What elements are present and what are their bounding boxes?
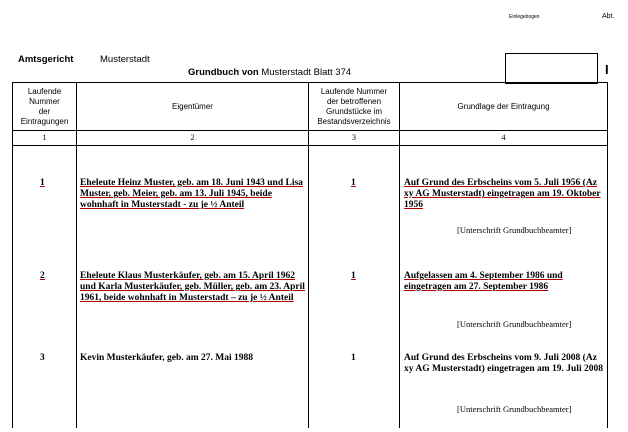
register-title (188, 67, 351, 78)
col-number-2: 2 (190, 133, 195, 142)
entry-3-signature: [Unterschrift Grundbuchbeamter] (457, 404, 572, 414)
sheet-number-box (505, 53, 598, 84)
number-row-divider (12, 145, 608, 146)
entry-1-signature: [Unterschrift Grundbuchbeamter] (457, 225, 572, 235)
register-title-place: Musterstadt (261, 67, 311, 78)
entry-3-plot: 1 (351, 353, 356, 363)
col-header-basis: Grundlage der Eintragung (457, 101, 550, 111)
col-number-1: 1 (42, 133, 47, 142)
entry-2-number: 2 (40, 271, 45, 281)
entry-1-plot: 1 (351, 178, 356, 188)
abteilung-label: Abt. (602, 13, 615, 20)
entry-1-owner: Eheleute Heinz Muster, geb. am 18. Juni 1943 und Lisa Muster, geb. Meier, geb. am 13. Juli 1945, beide wohnhaft in Musterstadt - zu je ½ Anteil (80, 178, 303, 210)
court-name: Musterstadt (100, 54, 150, 65)
entry-2-signature: [Unterschrift Grundbuchbeamter] (457, 319, 572, 329)
entry-2-plot: 1 (351, 271, 356, 281)
entry-2-basis: Aufgelassen am 4. September 1986 und eingetragen am 27. September 1986 (404, 271, 563, 292)
col-header-owner: Eigentümer (172, 101, 213, 111)
einlegebogen-label: Einlegebogen (509, 14, 540, 20)
section-mark: I (605, 62, 609, 77)
entry-3-basis: Auf Grund des Erbscheins vom 9. Juli 2008 (Az xy AG Musterstadt) eingetragen am 19. Juli 2008 (404, 353, 603, 374)
table-right-border (607, 82, 608, 428)
court-label: Amtsgericht (18, 54, 74, 65)
col-number-3: 3 (352, 133, 356, 142)
entry-3-owner: Kevin Musterkäufer, geb. am 27. Mai 1988 (80, 353, 254, 363)
col-header-entry-number: Laufende Nummer der Eintragungen (20, 86, 69, 126)
register-title-prefix: Grundbuch von (188, 67, 259, 78)
entry-1-number: 1 (40, 178, 45, 188)
col-header-plot-number: Laufende Nummer der betroffenen Grundstücke im Bestandsverzeichnis (317, 86, 391, 126)
col-number-4: 4 (501, 133, 506, 142)
entry-1-basis: Auf Grund des Erbscheins vom 5. Juli 1956 (Az xy AG Musterstadt) eingetragen am 19. Oktober 1956 (404, 178, 601, 210)
register-title-sheet: Blatt 374 (313, 67, 352, 78)
entry-2-owner: Eheleute Klaus Musterkäufer, geb. am 15. April 1962 und Karla Musterkäufer, geb. Müller, geb. am 23. April 1961, beide wohnhaft in Musterstadt – zu je ½ Anteil (80, 271, 305, 303)
entry-3-number: 3 (40, 353, 45, 363)
